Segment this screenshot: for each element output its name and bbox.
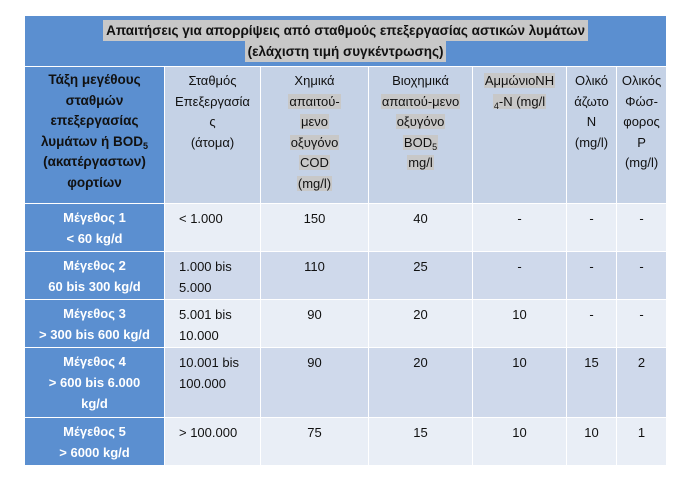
table-row: [25, 252, 667, 300]
requirements-table-container: [24, 15, 666, 466]
row-size-label: [25, 252, 165, 300]
requirements-table: [24, 15, 667, 466]
table-row: [25, 204, 667, 252]
header-station-line-1: Σταθμός: [188, 73, 237, 88]
header-total-n: [567, 67, 617, 204]
row-label-line: > 300 bis 600 kg/d: [39, 327, 150, 342]
row-size-label: [25, 418, 165, 466]
header-bod-sub: 5: [432, 141, 438, 152]
row-label-line: 60 bis 300 kg/d: [48, 279, 141, 294]
header-size-bod-sub: 5: [143, 140, 149, 151]
row-bod: 15: [369, 418, 473, 466]
header-cod-line-1: Χημικά: [294, 73, 335, 88]
row-nh4: -: [473, 252, 567, 300]
row-nh4: 10: [473, 300, 567, 348]
header-cod: [261, 67, 369, 204]
header-n-line-1: Ολικό: [574, 73, 609, 88]
header-cod-line-4: οξυγόνο: [290, 134, 339, 150]
header-size-line-5: (ακατέργαστων): [43, 154, 146, 169]
header-n-line-4: (mg/l): [574, 134, 609, 150]
header-cod-line-3: μενο: [300, 114, 328, 129]
header-cod-line-5: COD: [300, 155, 329, 170]
header-bod: [369, 67, 473, 204]
row-cod: 75: [261, 418, 369, 466]
row-station: [165, 252, 261, 300]
header-p-line-3: φορος: [623, 114, 660, 129]
row-label-line: > 600 bis 6.000: [48, 375, 141, 390]
row-total-n: 10: [567, 418, 617, 466]
row-total-n: -: [567, 300, 617, 348]
row-total-p: -: [617, 204, 667, 252]
header-p-line-4: P: [637, 134, 646, 150]
header-nh4-pre: ΑμμώνιοNH: [484, 73, 555, 88]
header-bod-line-1: Βιοχημικά: [392, 73, 449, 88]
row-label-line: kg/d: [81, 396, 108, 411]
row-label-line: > 6000 kg/d: [59, 445, 130, 460]
row-bod: 25: [369, 252, 473, 300]
row-station: [165, 348, 261, 418]
table-title: [25, 16, 667, 67]
row-station: [165, 204, 261, 252]
row-cod: 110: [261, 252, 369, 300]
header-nh4-sub: 4: [493, 100, 499, 111]
row-station-line: 5.001 bis: [179, 307, 232, 322]
row-station-line: 10.001 bis: [179, 355, 239, 370]
header-size-line-6: φορτίων: [67, 174, 122, 190]
row-nh4: 10: [473, 348, 567, 418]
row-station-line: 5.000: [179, 280, 212, 295]
row-total-p: -: [617, 252, 667, 300]
row-station: [165, 418, 261, 466]
title-line-2: (ελάχιστη τιμή συγκέντρωσης): [245, 41, 447, 62]
title-line-1: Απαιτήσεις για απορρίψεις από σταθμούς επεξεργασίας αστικών λυμάτων: [103, 20, 588, 41]
header-station-line-2: Επεξεργασία: [175, 93, 250, 109]
row-cod: 90: [261, 300, 369, 348]
header-bod-line-2: απαιτού-μενο: [381, 93, 460, 109]
header-nh4: [473, 67, 567, 204]
header-size-line-1: Τάξη μεγέθους: [48, 72, 141, 87]
row-nh4: -: [473, 204, 567, 252]
header-size-class: [25, 67, 165, 204]
row-nh4: 10: [473, 418, 567, 466]
header-cod-line-6: (mg/l): [297, 175, 332, 191]
header-size-bod: λυμάτων ή BOD: [40, 133, 143, 149]
row-bod: 40: [369, 204, 473, 252]
row-station: [165, 300, 261, 348]
table-row: [25, 348, 667, 418]
row-total-p: -: [617, 300, 667, 348]
row-label-line: Μέγεθος 4: [63, 354, 126, 369]
row-size-label: [25, 204, 165, 252]
row-station-line: 100.000: [179, 376, 226, 391]
header-size-line-4: [25, 132, 164, 153]
header-p-line-1: Ολικός: [621, 73, 662, 88]
title-row: [25, 16, 667, 67]
row-total-n: -: [567, 204, 617, 252]
row-label-line: Μέγεθος 1: [63, 210, 126, 225]
header-bod-label: BOD: [403, 134, 433, 150]
header-p-line-2: Φώσ-: [625, 93, 658, 109]
row-total-n: -: [567, 252, 617, 300]
header-nh4-post: -N (mg/l: [498, 93, 546, 109]
row-label-line: Μέγεθος 2: [63, 258, 126, 273]
row-station-line: < 1.000: [179, 211, 223, 226]
row-bod: 20: [369, 300, 473, 348]
table-row: [25, 300, 667, 348]
table-row: [25, 418, 667, 466]
header-bod-unit: mg/l: [408, 155, 433, 170]
row-station-line: 10.000: [179, 328, 219, 343]
row-station-line: > 100.000: [179, 425, 238, 440]
row-label-line: Μέγεθος 5: [63, 424, 126, 439]
row-label-line: Μέγεθος 3: [63, 306, 126, 321]
row-station-line: 1.000 bis: [179, 259, 232, 274]
header-cod-line-2: απαιτού-: [289, 93, 340, 109]
row-label-line: < 60 kg/d: [66, 231, 123, 246]
header-station: [165, 67, 261, 204]
row-total-n: 15: [567, 348, 617, 418]
header-bod-line-3: οξυγόνο: [396, 114, 445, 129]
row-size-label: [25, 348, 165, 418]
header-size-line-3: επεξεργασίας: [50, 113, 139, 128]
header-n-line-2: άζωτο: [574, 93, 609, 109]
row-total-p: 2: [617, 348, 667, 418]
header-station-line-4: (άτομα): [190, 134, 235, 150]
header-station-line-3: ς: [209, 114, 216, 129]
header-size-line-2: σταθμών: [65, 92, 124, 108]
row-cod: 90: [261, 348, 369, 418]
row-cod: 150: [261, 204, 369, 252]
row-total-p: 1: [617, 418, 667, 466]
header-row: [25, 67, 667, 204]
row-size-label: [25, 300, 165, 348]
header-p-line-5: (mg/l): [624, 155, 659, 170]
row-bod: 20: [369, 348, 473, 418]
header-n-line-3: N: [586, 114, 597, 129]
header-total-p: [617, 67, 667, 204]
